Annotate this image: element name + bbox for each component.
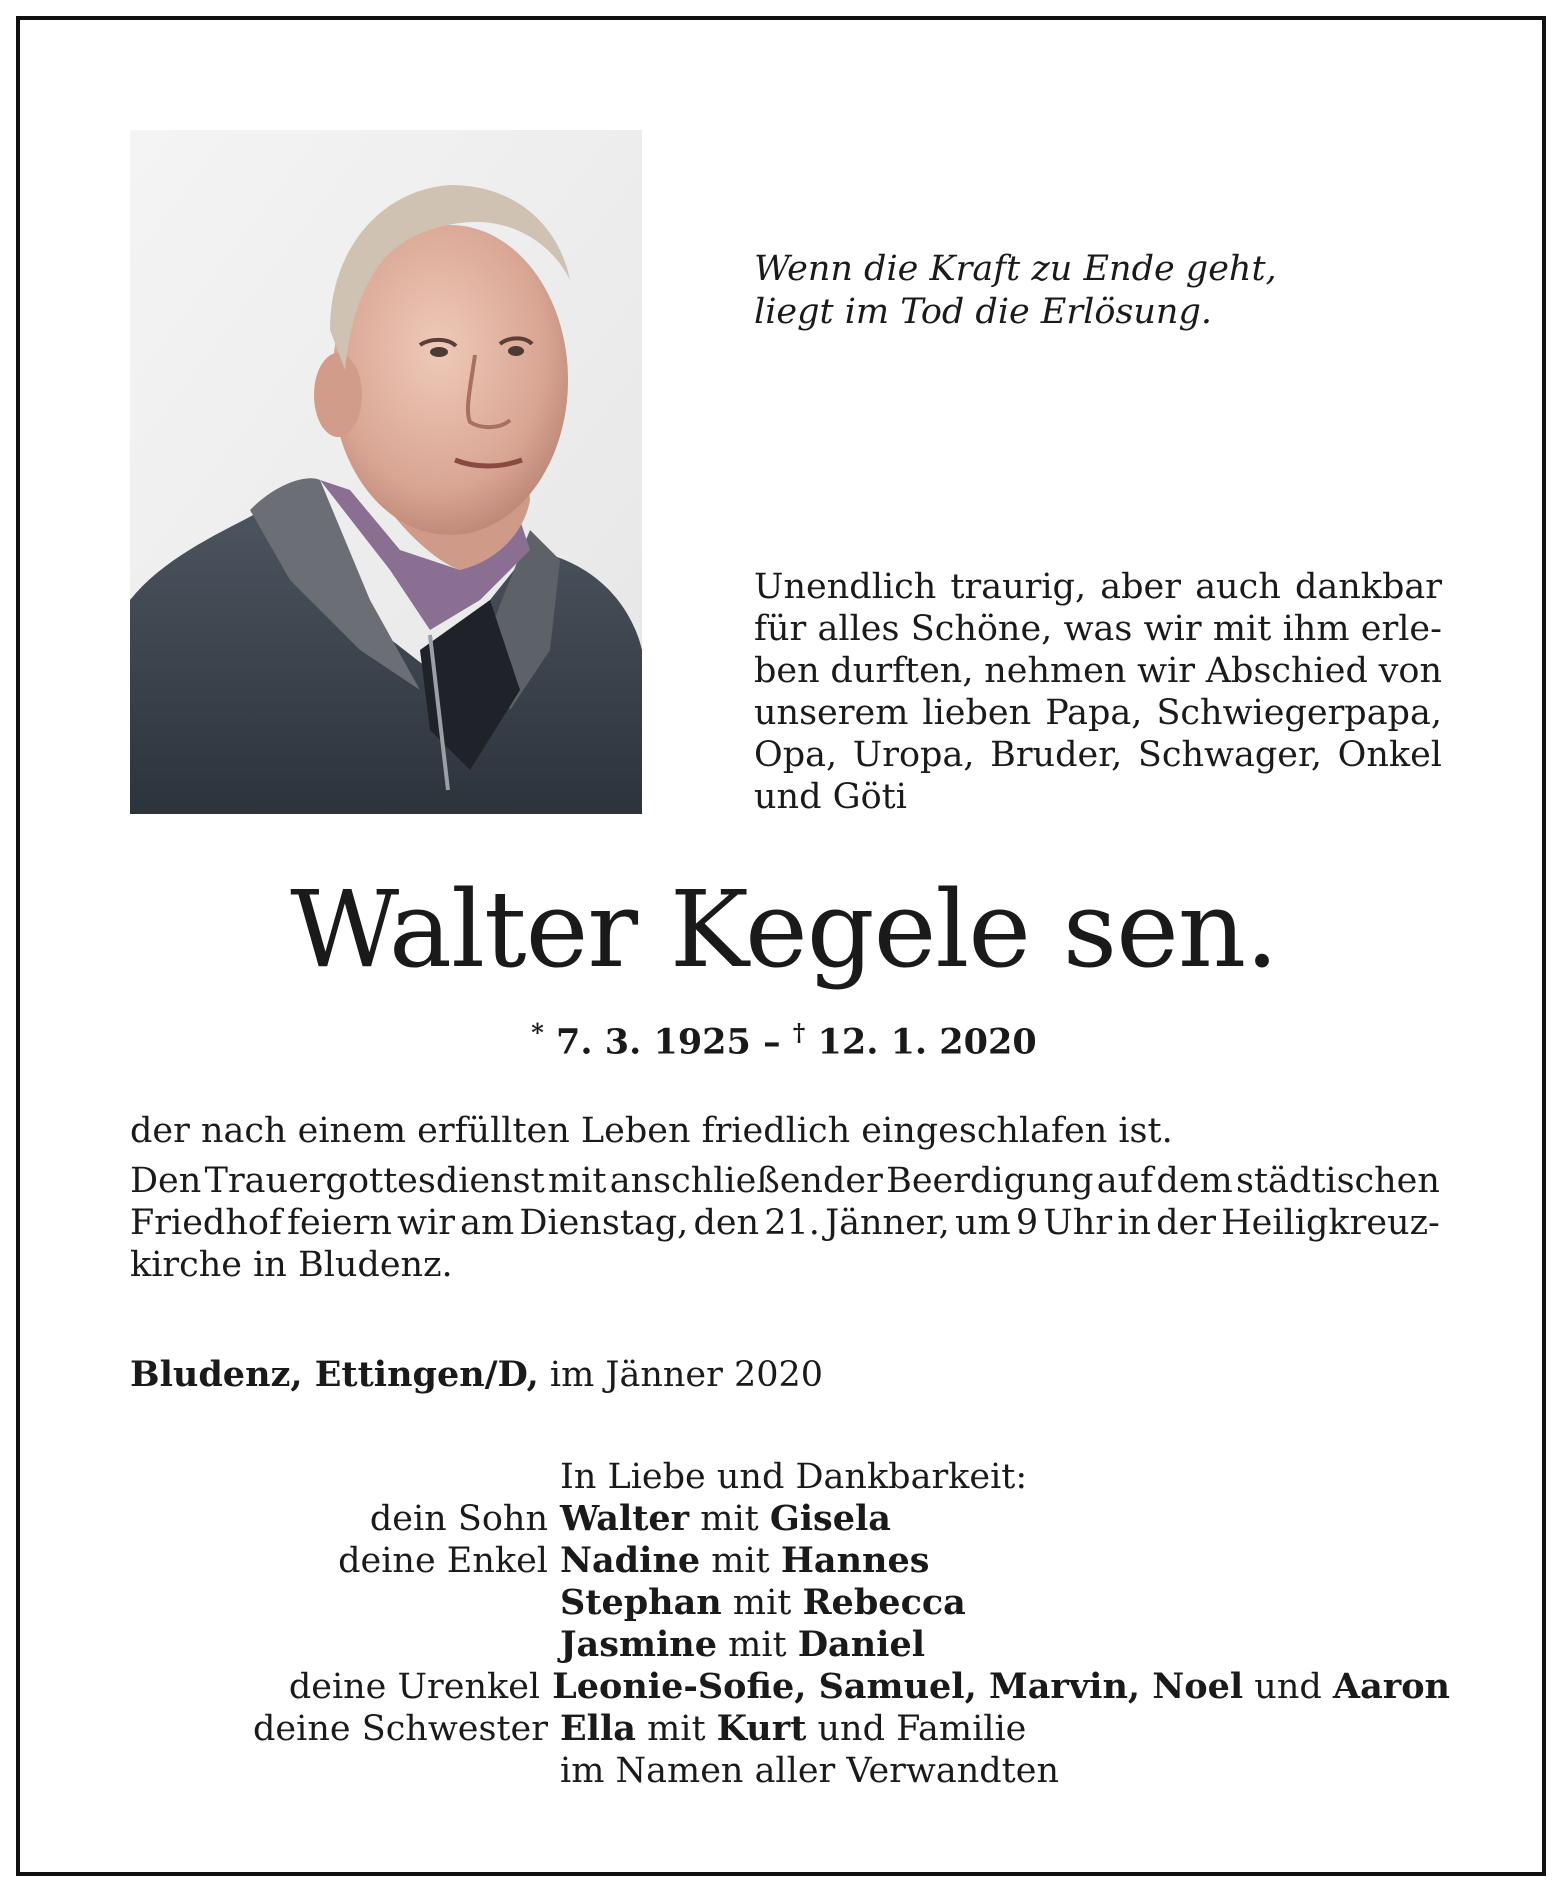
word: 9: [1015, 1203, 1039, 1243]
word: lieben: [922, 693, 1032, 733]
word: aber: [1100, 567, 1181, 607]
word: durften,: [830, 651, 974, 691]
word: mit: [1212, 609, 1272, 649]
word: auch: [1195, 567, 1281, 607]
body-paragraph-2: [130, 1160, 1440, 1286]
family-row: [130, 1750, 1450, 1792]
word: Bruder,: [990, 735, 1123, 775]
connector-text: mit: [721, 1583, 803, 1623]
connector-text: mit: [635, 1709, 717, 1749]
life-dates: [0, 1010, 1568, 1066]
family-row: [130, 1708, 1450, 1750]
connector-text: mit: [689, 1499, 770, 1539]
member-name: Gisela: [769, 1498, 891, 1539]
member-names: [560, 1750, 1059, 1792]
word: am: [460, 1203, 515, 1243]
connector-text: mit: [717, 1625, 798, 1665]
word: Dienstag,: [519, 1203, 689, 1243]
word: Friedhof: [130, 1203, 282, 1243]
member-name: Ella: [560, 1708, 636, 1749]
place-date: [130, 1352, 823, 1398]
intro-line: [754, 608, 1442, 650]
relation-label: deine Enkel: [338, 1541, 548, 1581]
relation-label: [130, 1624, 560, 1666]
member-names: [560, 1708, 1026, 1750]
intro-line: [754, 650, 1442, 692]
word: städtischen: [1236, 1161, 1440, 1201]
member-names: [552, 1666, 1450, 1708]
deceased-name: Walter Kegele sen.: [290, 868, 1278, 991]
word: Uhr: [1043, 1203, 1113, 1243]
member-name: Walter: [560, 1498, 690, 1539]
word: alles: [817, 609, 900, 649]
word: Unendlich: [754, 567, 937, 607]
quote: [754, 248, 1454, 334]
word: wir: [1137, 651, 1196, 691]
word: für: [754, 609, 807, 649]
word: ihm: [1282, 609, 1350, 649]
body-paragraph-1: der nach einem erfüllten Leben friedlich eingeschlafen ist.: [130, 1111, 1173, 1151]
word: Abschied: [1205, 651, 1368, 691]
member-name: Nadine: [560, 1540, 701, 1581]
word: Trauergottesdienst: [204, 1161, 545, 1201]
intro-line: [754, 566, 1442, 608]
member-name: Kurt: [716, 1708, 807, 1749]
place-date-text: im Jänner 2020: [549, 1355, 824, 1395]
family-row: [130, 1498, 1450, 1540]
word: den: [693, 1203, 760, 1243]
body-line: kirche in Bludenz.: [130, 1245, 453, 1285]
body-line: [130, 1202, 1440, 1244]
date-dash: –: [763, 1021, 781, 1063]
family-row: [130, 1540, 1450, 1582]
place-names: Bludenz, Ettingen/D,: [130, 1354, 539, 1395]
member-name: Rebecca: [802, 1582, 966, 1623]
portrait-photo: [130, 130, 642, 814]
member-name: Jasmine: [560, 1624, 717, 1665]
connector-text: im Namen aller Verwandten: [560, 1751, 1059, 1791]
quote-line: liegt im Tod die Erlösung.: [754, 292, 1212, 332]
member-names: [560, 1624, 925, 1666]
word: feiern: [287, 1203, 392, 1243]
word: Uropa,: [852, 735, 975, 775]
death-date: 12. 1. 2020: [817, 1021, 1037, 1063]
member-name: Stephan: [560, 1582, 722, 1623]
quote-line: Wenn die Kraft zu Ende geht,: [754, 249, 1277, 289]
family-row: [130, 1666, 1450, 1708]
relation-label: [130, 1750, 560, 1792]
word: ben: [754, 651, 820, 691]
body-line: [130, 1160, 1440, 1202]
word: Den: [130, 1161, 202, 1201]
death-mark: †: [792, 1018, 806, 1047]
intro-paragraph: [754, 566, 1442, 818]
member-names: [560, 1498, 891, 1540]
word: Heiligkreuz-: [1221, 1203, 1440, 1243]
connector-text: und Familie: [806, 1709, 1027, 1749]
family-list: [130, 1456, 1450, 1792]
word: unserem: [754, 693, 909, 733]
word: der: [1156, 1203, 1216, 1243]
word: Schwager,: [1137, 735, 1322, 775]
family-row: [130, 1624, 1450, 1666]
relation-label: deine Schwester: [253, 1709, 548, 1749]
word: dankbar: [1294, 567, 1442, 607]
word: Onkel: [1337, 735, 1442, 775]
word: in: [1117, 1203, 1151, 1243]
birth-mark: *: [531, 1018, 544, 1047]
relation-label: dein Sohn: [369, 1499, 548, 1539]
word: um: [954, 1203, 1011, 1243]
family-heading: In Liebe und Dankbarkeit:: [560, 1457, 1028, 1497]
member-name: Aaron: [1332, 1666, 1450, 1707]
member-name: Daniel: [797, 1624, 926, 1665]
intro-line: [754, 734, 1442, 776]
member-name: Hannes: [780, 1540, 930, 1581]
word: Schwiegerpapa,: [1156, 693, 1442, 733]
word: Opa,: [754, 735, 838, 775]
word: 21.: [764, 1203, 820, 1243]
family-heading-row: [130, 1456, 1450, 1498]
word: wir: [1143, 609, 1202, 649]
connector-text: und: [1243, 1667, 1333, 1707]
connector-text: mit: [700, 1541, 781, 1581]
birth-date: 7. 3. 1925: [556, 1021, 751, 1063]
word: Papa,: [1045, 693, 1143, 733]
word: was: [1063, 609, 1133, 649]
word: dem: [1156, 1161, 1233, 1201]
intro-line: [754, 692, 1442, 734]
word: auf: [1096, 1161, 1154, 1201]
word: nehmen: [984, 651, 1127, 691]
word: Beerdigung: [886, 1161, 1094, 1201]
word: von: [1378, 651, 1442, 691]
word: wir: [397, 1203, 455, 1243]
relation-label: [130, 1582, 560, 1624]
body-text: [130, 1110, 1440, 1286]
relation-label: deine Urenkel: [288, 1667, 541, 1707]
word: mit: [547, 1161, 607, 1201]
word: Jänner,: [825, 1203, 950, 1243]
member-names: [560, 1582, 966, 1624]
word: traurig,: [950, 567, 1087, 607]
word: Schöne,: [910, 609, 1053, 649]
word: erle-: [1360, 609, 1442, 649]
family-row: [130, 1582, 1450, 1624]
word: anschließender: [609, 1161, 883, 1201]
member-name: Leonie-Sofie, Samuel, Marvin, Noel: [552, 1666, 1244, 1707]
member-names: [560, 1540, 929, 1582]
intro-line: und Göti: [754, 777, 907, 817]
